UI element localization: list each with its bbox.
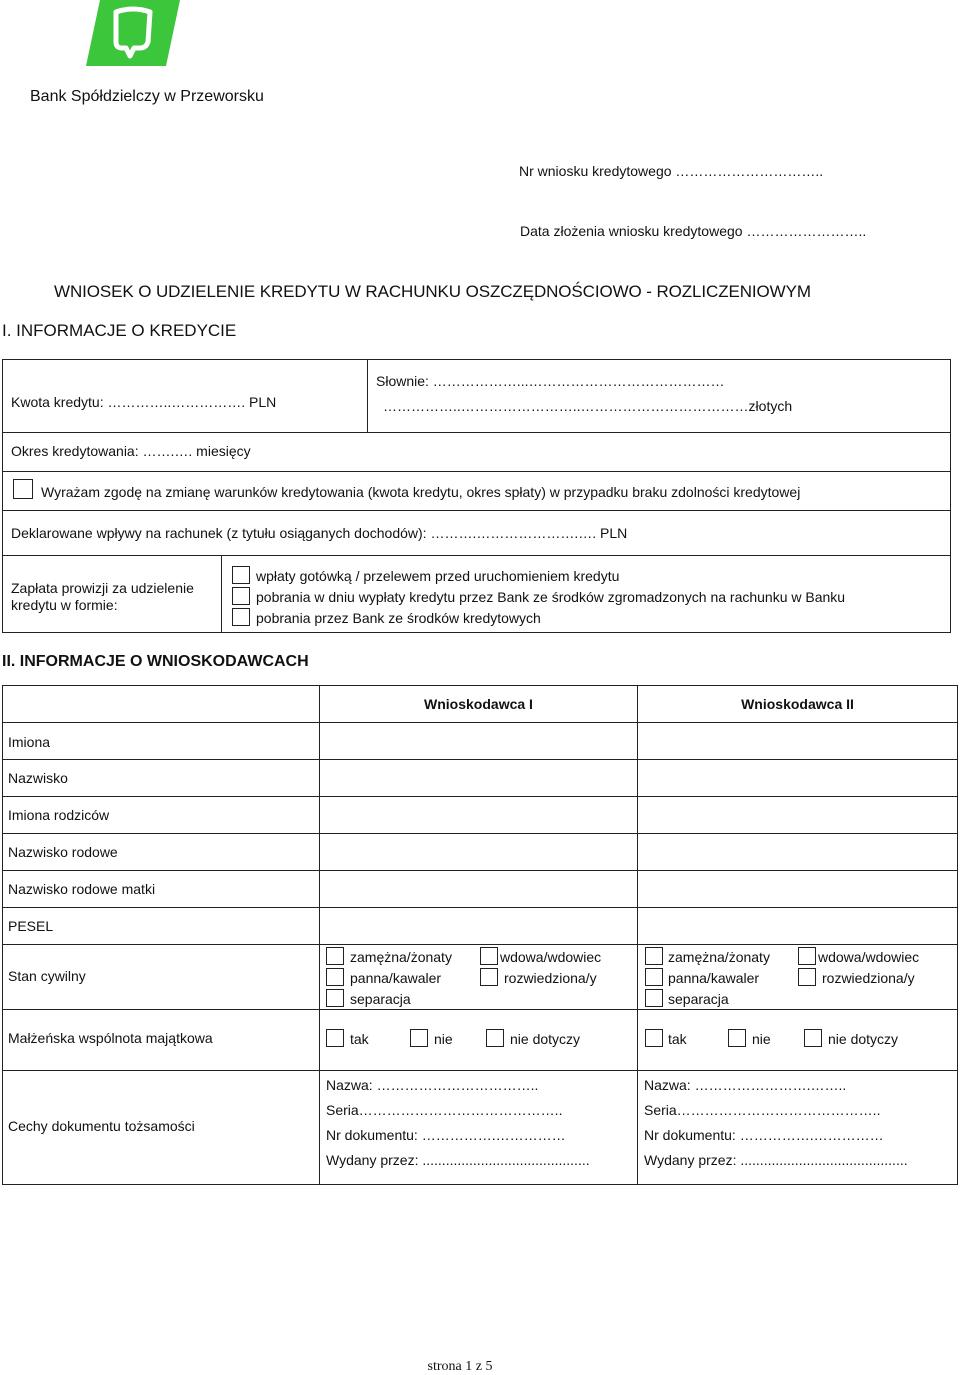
words-field[interactable]: Słownie: ………………...…………………………………… — [376, 373, 725, 389]
applicant-1-cell[interactable] — [319, 759, 638, 797]
marital-option: separacja — [350, 991, 411, 1007]
marital-checkbox[interactable] — [326, 968, 344, 986]
property-checkbox[interactable] — [410, 1029, 428, 1047]
applicant-1-cell[interactable] — [319, 722, 638, 760]
marital-checkbox[interactable] — [798, 947, 816, 965]
marital-option: wdowa/wdowiec — [500, 949, 602, 965]
row-label: Imiona — [8, 734, 51, 750]
page-number: strona 1 z 5 — [427, 1359, 493, 1374]
marital-option: separacja — [668, 991, 729, 1007]
id-field[interactable]: Nazwa: …………………….…….. — [644, 1077, 847, 1093]
applicant-2-cell[interactable] — [637, 833, 958, 871]
marital-option: zamężna/żonaty — [350, 949, 452, 965]
id-field[interactable]: Wydany przez: ........................................... — [326, 1152, 590, 1168]
property-option: nie — [434, 1031, 453, 1047]
id-field[interactable]: Nazwa: …………………………….. — [326, 1077, 539, 1093]
applicant-1-cell[interactable] — [319, 907, 638, 945]
marital-option: zamężna/żonaty — [668, 949, 770, 965]
row-label: Nazwisko — [8, 770, 68, 786]
words-box — [367, 359, 951, 433]
id-field[interactable]: Wydany przez: ........................................... — [644, 1152, 908, 1168]
marital-checkbox[interactable] — [798, 968, 816, 986]
applicant-1-cell[interactable] — [319, 796, 638, 834]
section-2-heading: II. INFORMACJE O WNIOSKODAWCACH — [2, 653, 309, 670]
property-option: nie dotyczy — [510, 1031, 581, 1047]
application-number: Nr wniosku kredytowego ………………………….. — [519, 163, 824, 179]
applicant-2-cell[interactable] — [637, 870, 958, 908]
fee-option-checkbox[interactable] — [232, 608, 250, 626]
marital-checkbox[interactable] — [326, 947, 344, 965]
income-field[interactable]: Deklarowane wpływy na rachunek (z tytułu osiąganych dochodów): ……….………………….…. PLN — [11, 525, 628, 541]
fee-label-line1: Zapłata prowizji za udzielenie — [11, 580, 194, 596]
fee-label-line2: kredytu w formie: — [11, 597, 118, 613]
fee-option-checkbox[interactable] — [232, 566, 250, 584]
fee-option-label: wpłaty gotówką / przelewem przed uruchomieniem kredytu — [256, 568, 620, 584]
property-label: Małżeńska wspólnota majątkowa — [8, 1030, 213, 1046]
property-option: tak — [350, 1031, 369, 1047]
marital-checkbox[interactable] — [645, 968, 663, 986]
submission-date: Data złożenia wniosku kredytowego …………………….. — [520, 223, 867, 239]
section-1-heading: I. INFORMACJE O KREDYCIE — [2, 321, 237, 340]
marital-checkbox[interactable] — [645, 989, 663, 1007]
marital-option: rozwiedziona/y — [504, 970, 597, 986]
bank-logo — [86, 0, 180, 66]
header-empty-cell — [2, 685, 320, 723]
marital-checkbox[interactable] — [645, 947, 663, 965]
property-option: nie dotyczy — [828, 1031, 899, 1047]
row-label: PESEL — [8, 918, 54, 934]
property-option: tak — [668, 1031, 687, 1047]
fee-option-label: pobrania w dniu wypłaty kredytu przez Bank ze środków zgromadzonych na rachunku w Banku — [256, 589, 846, 605]
marital-option: panna/kawaler — [668, 970, 760, 986]
marital-checkbox[interactable] — [326, 989, 344, 1007]
marital-label: Stan cywilny — [8, 968, 86, 984]
amount-field[interactable]: Kwota kredytu: …………..……………. PLN — [11, 394, 277, 410]
marital-checkbox[interactable] — [480, 947, 498, 965]
property-option: nie — [752, 1031, 771, 1047]
property-checkbox[interactable] — [804, 1029, 822, 1047]
consent-checkbox[interactable] — [13, 479, 33, 499]
marital-option: rozwiedziona/y — [822, 970, 915, 986]
applicant-1-title: Wnioskodawca I — [424, 696, 533, 712]
property-checkbox[interactable] — [326, 1029, 344, 1047]
consent-text: Wyrażam zgodę na zmianę warunków kredytowania (kwota kredytu, okres spłaty) w przypadku braku zdolności kredytowej — [41, 484, 801, 500]
id-field[interactable]: Seria…………………………………….. — [644, 1102, 881, 1118]
id-field[interactable]: Nr dokumentu: …………….…………… — [326, 1127, 566, 1143]
marital-checkbox[interactable] — [480, 968, 498, 986]
applicant-2-cell[interactable] — [637, 907, 958, 945]
applicant-2-title: Wnioskodawca II — [741, 696, 854, 712]
applicant-2-cell[interactable] — [637, 759, 958, 797]
id-label: Cechy dokumentu tożsamości — [8, 1118, 195, 1134]
marital-option: wdowa/wdowiec — [818, 949, 920, 965]
property-checkbox[interactable] — [728, 1029, 746, 1047]
fee-option-checkbox[interactable] — [232, 587, 250, 605]
row-label: Nazwisko rodowe — [8, 844, 118, 860]
property-checkbox[interactable] — [645, 1029, 663, 1047]
row-label: Nazwisko rodowe matki — [8, 881, 156, 897]
property-checkbox[interactable] — [486, 1029, 504, 1047]
bank-name: Bank Spółdzielczy w Przeworsku — [30, 88, 264, 105]
applicant-1-cell[interactable] — [319, 833, 638, 871]
row-label: Imiona rodziców — [8, 807, 110, 823]
applicant-1-cell[interactable] — [319, 870, 638, 908]
form-title: WNIOSEK O UDZIELENIE KREDYTU W RACHUNKU OSZCZĘDNOŚCIOWO - ROZLICZENIOWYM — [54, 282, 811, 301]
id-field[interactable]: Nr dokumentu: …………….…………… — [644, 1127, 884, 1143]
period-field[interactable]: Okres kredytowania: …….…. miesięcy — [11, 443, 251, 459]
words-field-line2[interactable]: ……………..……………………..………………………………złotych — [383, 398, 793, 414]
applicant-2-cell[interactable] — [637, 722, 958, 760]
fee-option-label: pobrania przez Bank ze środków kredytowych — [256, 610, 541, 626]
id-field[interactable]: Seria…………………………………….. — [326, 1102, 563, 1118]
applicant-2-cell[interactable] — [637, 796, 958, 834]
marital-option: panna/kawaler — [350, 970, 442, 986]
